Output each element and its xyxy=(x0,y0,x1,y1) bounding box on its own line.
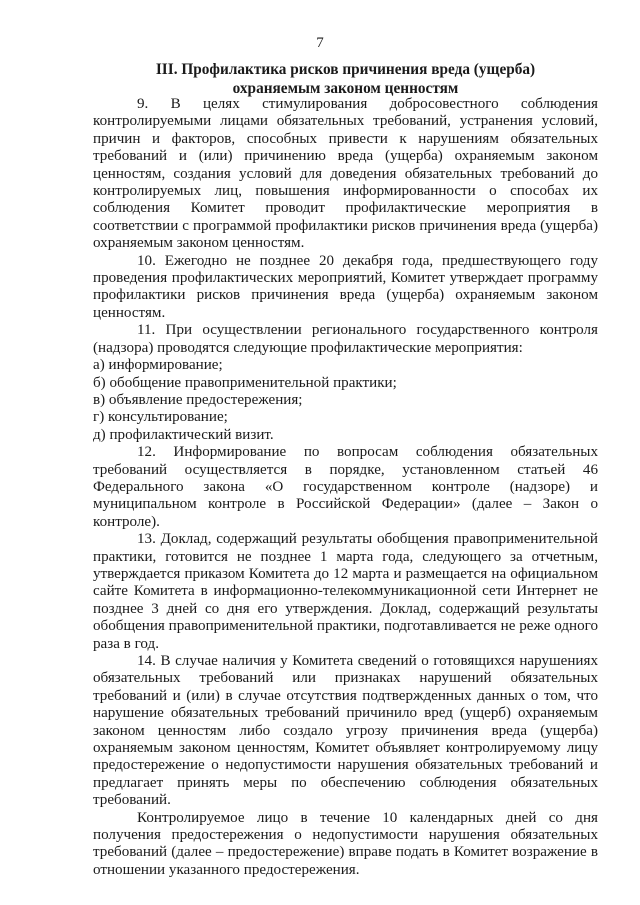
paragraph-10: 10. Ежегодно не позднее 20 декабря года, предшествующего году проведения профилактических мероприятий, Комитет утверждает программу профилактики рисков причинения вреда (ущерба) охраняемым законом ценностям. xyxy=(93,252,598,321)
paragraph-12: 12. Информирование по вопросам соблюдения обязательных требований осуществляется в порядке, установленном статьей 46 Федерального закона «О государственном контроле (надзоре) и муниципальном контроле в Российской Федерации» (далее – Закон о контроле). xyxy=(93,444,598,530)
paragraph-9: 9. В целях стимулирования добросовестного соблюдения контролируемыми лицами обязательных требований, устранения условий, причин и факторов, способных привести к нарушениям обязательных требований и (или) причинению вреда (ущерба) охраняемым законом ценностям, создания условий для доведения обязательных требований до контролируемых лиц, повышения информированности о способах их соблюдения Комитет проводит профилактические мероприятия в соответствии с программой профилактики рисков причинения вреда (ущерба) охраняемым законом ценностям. xyxy=(93,96,598,252)
list-item-b: б) обобщение правоприменительной практики; xyxy=(93,374,397,391)
list-item-g: г) консультирование; xyxy=(93,409,228,426)
list-item-v: в) объявление предостережения; xyxy=(93,391,303,408)
section-heading xyxy=(93,60,598,98)
page-number: 7 xyxy=(316,35,324,51)
paragraph-14: 14. В случае наличия у Комитета сведений о готовящихся нарушениях обязательных требований или признаках нарушений обязательных требований и (или) в случае отсутствия подтвержденных данных о том, что нарушение обязательных требований причинило вред (ущерб) охраняемым законом ценностям либо создало угрозу причинения вреда (ущерба) охраняемым законом ценностям, Комитет объявляет контролируемому лицу предостережение о недопустимости нарушения обязательных требований и предлагает принять меры по обеспечению соблюдения обязательных требований. xyxy=(93,653,598,809)
list-item-a: а) информирование; xyxy=(93,357,223,374)
paragraph-14-continued: Контролируемое лицо в течение 10 календарных дней со дня получения предостережения о недопустимости нарушения обязательных требований (далее – предостережение) вправе подать в Комитет возражение в отношении указанного предостережения. xyxy=(93,809,598,878)
section-heading-line-1: III. Профилактика рисков причинения вреда (ущерба) xyxy=(155,61,536,78)
paragraph-13: 13. Доклад, содержащий результаты обобщения правоприменительной практики, готовится не позднее 1 марта года, следующего за отчетным, утверждается приказом Комитета до 12 марта и размещается на официальном сайте Комитета в информационно-телекоммуникационной сети Интернет не позднее 3 дней со дня его утверждения. Доклад, содержащий результаты обобщения правоприменительной практики, подготавливается не реже одного раза в год. xyxy=(93,531,598,652)
document-body xyxy=(93,96,598,879)
list-item-d: д) профилактический визит. xyxy=(93,426,274,443)
paragraph-11: 11. При осуществлении регионального государственного контроля (надзора) проводятся следующие профилактические мероприятия: xyxy=(93,322,598,356)
section-heading-line-2: охраняемым законом ценностям xyxy=(232,80,459,97)
